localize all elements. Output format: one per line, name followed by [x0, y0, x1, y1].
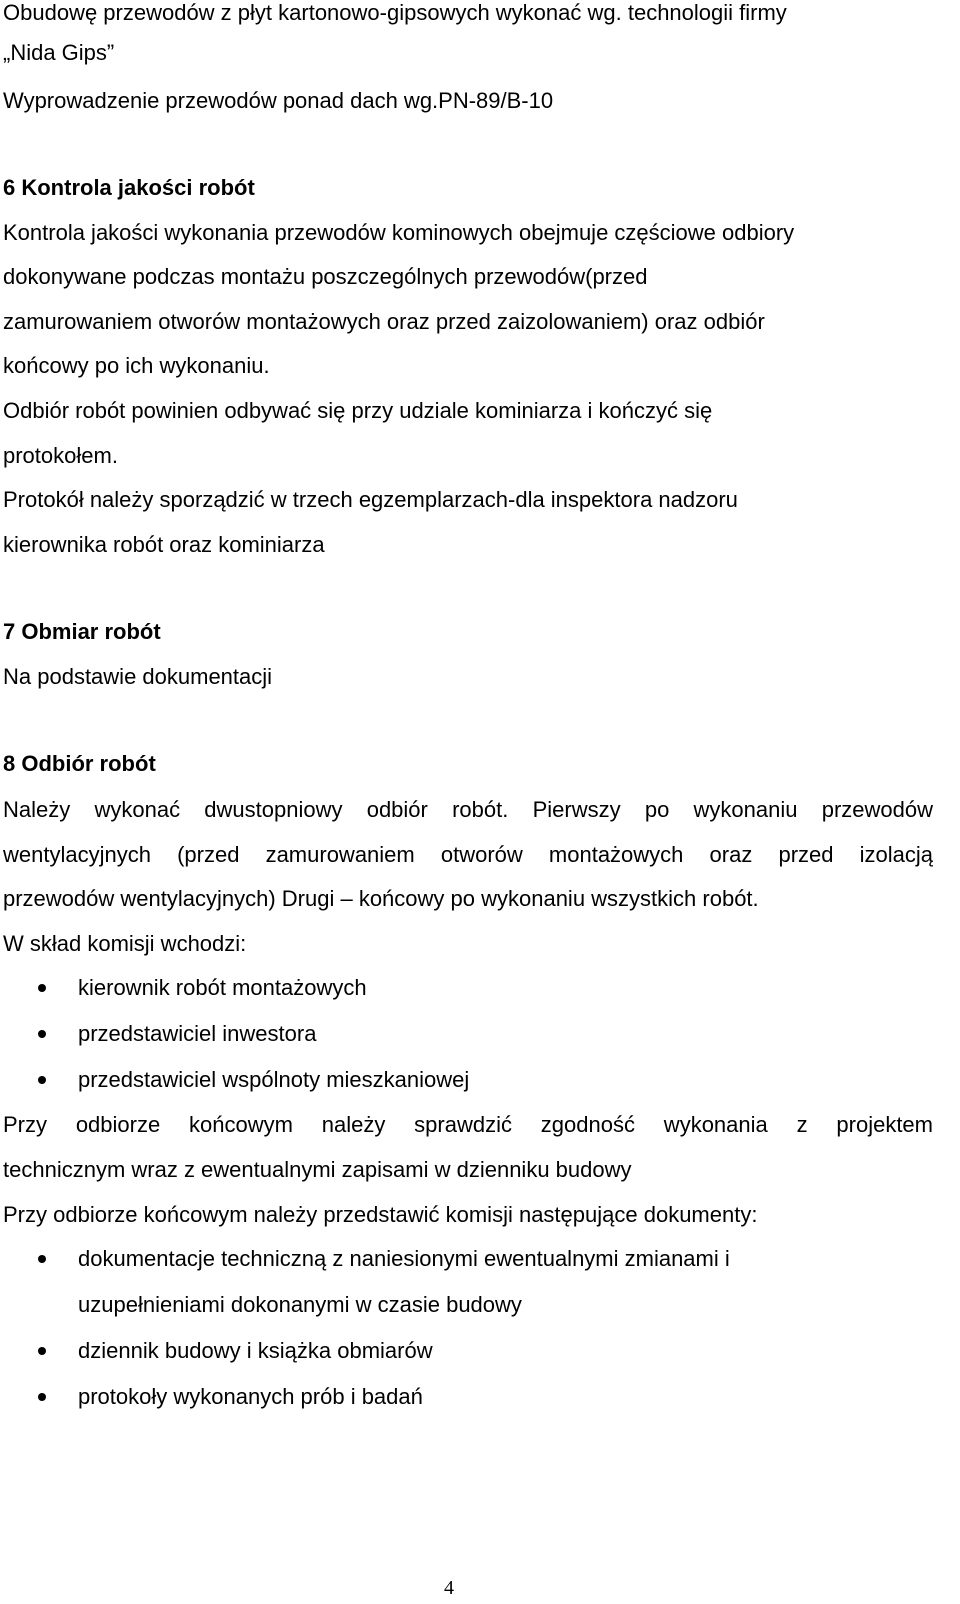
- section-8-para-2-line-2: technicznym wraz z ewentualnymi zapisami w dzienniku budowy: [3, 1157, 632, 1182]
- section-6-para-1-line-1: Kontrola jakości wykonania przewodów kominowych obejmuje częściowe odbiory: [3, 220, 795, 245]
- documents-item-2: dziennik budowy i książka obmiarów: [78, 1338, 433, 1363]
- section-8-heading: 8 Odbiór robót: [3, 751, 156, 776]
- section-6-para-1-line-2: dokonywane podczas montażu poszczególnych przewodów(przed: [3, 264, 648, 289]
- intro-line-3: Wyprowadzenie przewodów ponad dach wg.PN-89/B-10: [3, 88, 554, 113]
- committee-item-1: kierownik robót montażowych: [78, 975, 367, 1000]
- bullet-icon: [38, 1393, 46, 1401]
- section-7-text: Na podstawie dokumentacji: [3, 664, 273, 689]
- section-6-para-3-line-2: kierownika robót oraz kominiarza: [3, 532, 325, 557]
- section-7-heading: 7 Obmiar robót: [3, 619, 161, 644]
- bullet-icon: [38, 1076, 46, 1084]
- section-6-para-2-line-2: protokołem.: [3, 443, 118, 468]
- section-8-para-1-line-2: wentylacyjnych (przed zamurowaniem otworów montażowych oraz przed izolacją: [3, 842, 933, 867]
- committee-item-2: przedstawiciel inwestora: [78, 1021, 317, 1046]
- documents-intro: Przy odbiorze końcowym należy przedstawić komisji następujące dokumenty:: [3, 1202, 758, 1227]
- page-number: 4: [444, 1577, 454, 1599]
- section-8-para-1-line-3: przewodów wentylacyjnych) Drugi – końcowy po wykonaniu wszystkich robót.: [3, 886, 759, 911]
- section-8-para-1-line-1: Należy wykonać dwustopniowy odbiór robót. Pierwszy po wykonaniu przewodów: [3, 797, 933, 822]
- section-6-para-3-line-1: Protokół należy sporządzić w trzech egzemplarzach-dla inspektora nadzoru: [3, 487, 738, 512]
- section-6-heading: 6 Kontrola jakości robót: [3, 175, 255, 200]
- committee-item-3: przedstawiciel wspólnoty mieszkaniowej: [78, 1067, 470, 1092]
- documents-item-1-line-1: dokumentacje techniczną z naniesionymi ewentualnymi zmianami i: [78, 1246, 730, 1271]
- section-8-para-2-line-1: Przy odbiorze końcowym należy sprawdzić zgodność wykonania z projektem: [3, 1112, 933, 1137]
- bullet-icon: [38, 984, 46, 992]
- documents-item-1-line-2: uzupełnieniami dokonanymi w czasie budowy: [78, 1292, 522, 1317]
- bullet-icon: [38, 1030, 46, 1038]
- section-6-para-1-line-3: zamurowaniem otworów montażowych oraz przed zaizolowaniem) oraz odbiór: [3, 309, 765, 334]
- section-6-para-1-line-4: końcowy po ich wykonaniu.: [3, 353, 270, 378]
- intro-line-2: „Nida Gips”: [3, 40, 115, 65]
- bullet-icon: [38, 1255, 46, 1263]
- committee-intro: W skład komisji wchodzi:: [3, 931, 247, 956]
- section-6-para-2-line-1: Odbiór robót powinien odbywać się przy udziale kominiarza i kończyć się: [3, 398, 713, 423]
- bullet-icon: [38, 1347, 46, 1355]
- intro-line-1: Obudowę przewodów z płyt kartonowo-gipsowych wykonać wg. technologii firmy: [3, 0, 787, 25]
- documents-item-3: protokoły wykonanych prób i badań: [78, 1384, 423, 1409]
